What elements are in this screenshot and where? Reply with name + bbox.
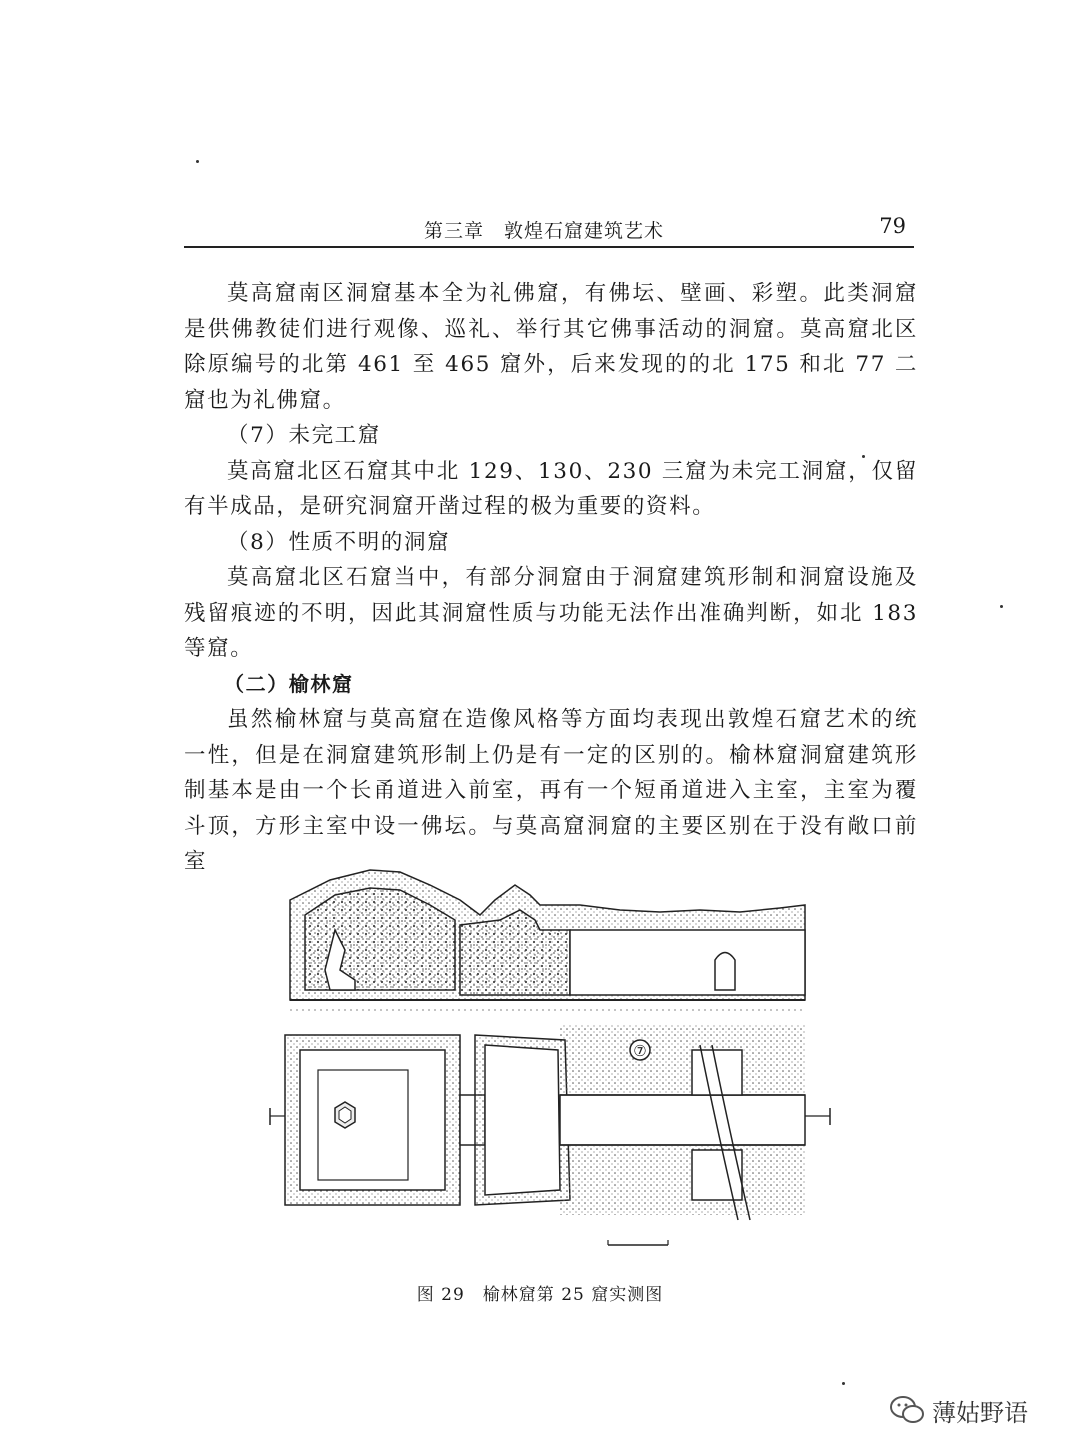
watermark-text: 薄姑野语 [932, 1398, 1028, 1427]
running-head [184, 214, 914, 248]
cave-section-elevation [290, 870, 805, 1010]
scan-speck [862, 455, 865, 458]
figure-marker: ⑦ [633, 1042, 647, 1060]
page-number: 79 [879, 214, 906, 238]
wechat-watermark [890, 1392, 1028, 1428]
body-text [184, 276, 918, 880]
scan-speck [842, 1382, 845, 1385]
paragraph-1: 莫高窟南区洞窟基本全为礼佛窟，有佛坛、壁画、彩塑。此类洞窟是供佛教徒们进行观像、巡礼、举行其它佛事活动的洞窟。莫高窟北区除原编号的北第 461 至 465 窟外，后来发现的的北 175 和北 77 二窟也为礼佛窟。 [184, 281, 918, 413]
scan-speck [1000, 605, 1003, 608]
paragraph-4: 虽然榆林窟与莫高窟在造像风格等方面均表现出敦煌石窟艺术的统一性，但是在洞窟建筑形制上仍是有一定的区别的。榆林窟洞窟建筑形制基本是由一个长甬道进入前室，再有一个短甬道进入主室，主室为覆斗顶，方形主室中设一佛坛。与莫高窟洞窟的主要区别在于没有敞口前室 [184, 707, 918, 874]
scan-speck [196, 160, 199, 163]
section-heading-yulin: （二）榆林窟 [224, 671, 354, 696]
paragraph-3: 莫高窟北区石窟当中，有部分洞窟由于洞窟建筑形制和洞窟设施及残留痕迹的不明，因此其洞窟性质与功能无法作出准确判断，如北 183 等窟。 [184, 565, 918, 661]
paragraph-2: 莫高窟北区石窟其中北 129、130、230 三窟为未完工洞窟，仅留有半成品，是研究洞窟开凿过程的极为重要的资料。 [184, 458, 918, 519]
heading-8: （8）性质不明的洞窟 [227, 529, 451, 555]
heading-7: （7）未完工窟 [227, 423, 381, 448]
cave-floor-plan [270, 1025, 830, 1245]
figure-caption: 图 29 榆林窟第 25 窟实测图 [416, 1285, 664, 1305]
chapter-title: 第三章 敦煌石窟建筑艺术 [424, 220, 665, 242]
cave-survey-drawing [260, 860, 850, 1260]
wechat-icon [890, 1395, 924, 1425]
